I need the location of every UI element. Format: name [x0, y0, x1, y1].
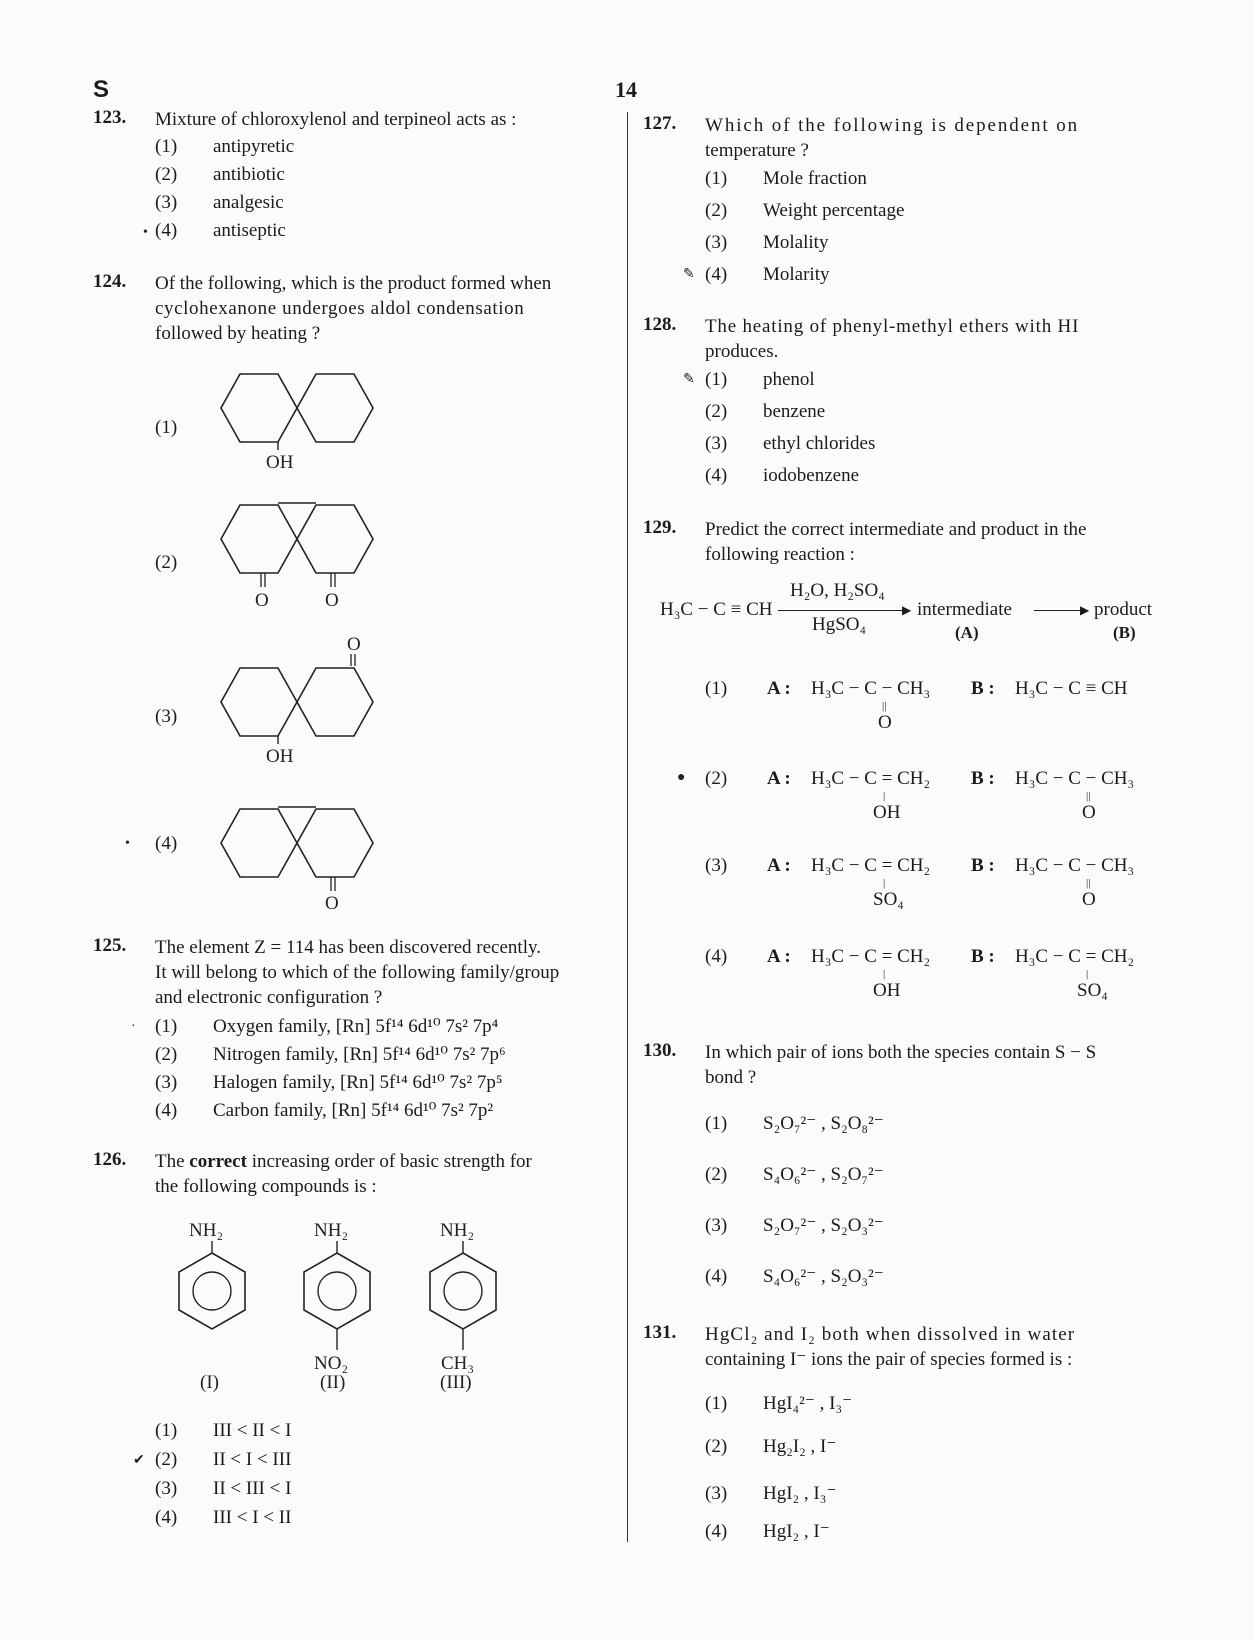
- option-3-label[interactable]: (3): [155, 706, 178, 727]
- intermediate-label: (A): [955, 623, 979, 642]
- option-2-label[interactable]: (2): [155, 552, 178, 573]
- option-1[interactable]: (1) HgI₄²⁻ , I₃⁻: [705, 1393, 853, 1414]
- structure-option-1: [218, 368, 408, 473]
- pencil-mark: ·: [131, 1019, 136, 1034]
- option-4-label[interactable]: (4): [155, 833, 178, 854]
- option-3[interactable]: (3) Halogen family, [Rn] 5f¹⁴ 6d¹⁰ 7s² 7p⁵: [155, 1072, 503, 1093]
- page-number: 14: [615, 77, 637, 102]
- question-text-line-1: Predict the correct intermediate and product in the: [705, 519, 1087, 540]
- option-2[interactable]: (2) benzene: [705, 401, 826, 422]
- question-text-line-2: bond ?: [705, 1067, 757, 1088]
- question-text-line-1: The correct increasing order of basic strength for: [155, 1151, 532, 1172]
- option-3[interactable]: (3) ethyl chlorides: [705, 433, 876, 454]
- question-number: 131.: [643, 1322, 677, 1343]
- ch3-label: CH₃: [441, 1353, 475, 1374]
- option-4[interactable]: (4) III < I < II: [155, 1507, 292, 1528]
- option-1[interactable]: (1) S₂O₇²⁻ , S₂O₈²⁻: [705, 1113, 884, 1134]
- option-3[interactable]: (3) A : H₃C − C = CH₂ | SO₄ B : H₃C − C − CH₃ || O: [705, 855, 1135, 910]
- no2-label: NO₂: [314, 1353, 349, 1374]
- question-text-line-3: followed by heating ?: [155, 323, 321, 344]
- pencil-mark: ✔: [133, 1453, 145, 1468]
- question-text-line-2: It will belong to which of the following family/group: [155, 962, 560, 983]
- o-label: O: [325, 893, 339, 914]
- compounds-figure: [150, 1216, 510, 1396]
- question-text-line-1: Of the following, which is the product formed when: [155, 273, 552, 294]
- option-1-label[interactable]: (1): [155, 417, 178, 438]
- column-divider: [627, 112, 628, 1542]
- arrow-head: ▶: [902, 603, 912, 617]
- set-code: S: [93, 76, 110, 103]
- question-text-line-2: containing I⁻ ions the pair of species formed is :: [705, 1349, 1073, 1370]
- reaction-arrow-2: [1034, 610, 1086, 611]
- option-1[interactable]: (1) Mole fraction: [705, 168, 867, 189]
- reaction-scheme: [660, 580, 1180, 646]
- question-text-line-1: In which pair of ions both the species contain S − S: [705, 1042, 1097, 1063]
- option-1[interactable]: (1) III < II < I: [155, 1420, 292, 1441]
- structure-option-2: [218, 499, 408, 609]
- compound-label: (I): [200, 1372, 219, 1393]
- option-1[interactable]: (1) antipyretic: [155, 136, 295, 157]
- option-3[interactable]: (3) Molality: [705, 232, 829, 253]
- structure-option-3: [218, 632, 408, 772]
- pencil-mark: ✎: [683, 267, 695, 282]
- question-text-line-1: Which of the following is dependent on: [705, 115, 1080, 136]
- question-text-line-3: and electronic configuration ?: [155, 987, 383, 1008]
- question-text-line-2: following reaction :: [705, 544, 855, 565]
- arrow-head: ▶: [1080, 603, 1090, 617]
- question-number: 127.: [643, 113, 677, 134]
- question-text-line-2: temperature ?: [705, 140, 809, 161]
- question-number: 126.: [93, 1149, 127, 1170]
- question-number: 130.: [643, 1040, 677, 1061]
- pencil-mark: •: [125, 836, 130, 851]
- option-2[interactable]: (2) Hg₂I₂ , I⁻: [705, 1436, 837, 1457]
- o-label: O: [347, 634, 361, 655]
- structure-option-4: [218, 803, 408, 913]
- option-4[interactable]: (4) HgI₂ , I⁻: [705, 1521, 830, 1542]
- reaction-arrow-1: [778, 610, 908, 611]
- pencil-mark: ✎: [683, 372, 695, 387]
- option-4[interactable]: (4) iodobenzene: [705, 465, 860, 486]
- option-4[interactable]: (4) Carbon family, [Rn] 5f¹⁴ 6d¹⁰ 7s² 7p²: [155, 1100, 494, 1121]
- pencil-mark: ●: [677, 770, 686, 785]
- question-text-line-2: cyclohexanone undergoes aldol condensation: [155, 298, 525, 319]
- pencil-mark: •: [143, 225, 148, 240]
- option-2[interactable]: (2) antibiotic: [155, 164, 285, 185]
- question-text-line-2: the following compounds is :: [155, 1176, 377, 1197]
- nh2-label: NH₂: [189, 1220, 224, 1241]
- reagent-top: H₂O, H₂SO₄: [790, 580, 885, 601]
- option-2[interactable]: (2) Weight percentage: [705, 200, 905, 221]
- o-label: O: [325, 590, 339, 611]
- product-label: (B): [1113, 623, 1136, 642]
- option-2[interactable]: (2) A : H₃C − C = CH₂ | OH B : H₃C − C − CH₃ || O: [705, 768, 1135, 823]
- option-3[interactable]: (3) II < III < I: [155, 1478, 292, 1499]
- question-number: 125.: [93, 935, 127, 956]
- option-2[interactable]: (2) II < I < III: [155, 1449, 292, 1470]
- intermediate: intermediate: [917, 599, 1012, 620]
- option-4[interactable]: (4) Molarity: [705, 264, 830, 285]
- oh-label: OH: [266, 746, 294, 767]
- question-text-line-1: HgCl₂ and I₂ both when dissolved in water: [705, 1324, 1076, 1345]
- compound-label: (II): [320, 1372, 346, 1393]
- oh-label: OH: [266, 452, 294, 473]
- reactant: H₃C − C ≡ CH: [660, 599, 773, 620]
- option-1[interactable]: (1) A : H₃C − C − CH₃ || O B : H₃C − C ≡ CH: [705, 678, 1128, 733]
- option-2[interactable]: (2) S₄O₆²⁻ , S₂O₇²⁻: [705, 1164, 884, 1185]
- nh2-label: NH₂: [314, 1220, 349, 1241]
- option-1[interactable]: (1) Oxygen family, [Rn] 5f¹⁴ 6d¹⁰ 7s² 7p⁴: [155, 1016, 499, 1037]
- question-number: 124.: [93, 271, 127, 292]
- option-4[interactable]: (4) antiseptic: [155, 220, 286, 241]
- question-text: Mixture of chloroxylenol and terpineol acts as :: [155, 109, 517, 130]
- option-2[interactable]: (2) Nitrogen family, [Rn] 5f¹⁴ 6d¹⁰ 7s² 7p⁶: [155, 1044, 506, 1065]
- option-3[interactable]: (3) analgesic: [155, 192, 284, 213]
- product: product: [1094, 599, 1153, 620]
- question-number: 123.: [93, 107, 127, 128]
- question-number: 129.: [643, 517, 677, 538]
- o-label: O: [255, 590, 269, 611]
- option-3[interactable]: (3) HgI₂ , I₃⁻: [705, 1483, 837, 1504]
- option-4[interactable]: (4) A : H₃C − C = CH₂ | OH B : H₃C − C = CH₂ | SO₄: [705, 946, 1135, 1001]
- option-4[interactable]: (4) S₄O₆²⁻ , S₂O₃²⁻: [705, 1266, 884, 1287]
- question-text-line-1: The element Z = 114 has been discovered recently.: [155, 937, 541, 958]
- nh2-label: NH₂: [440, 1220, 475, 1241]
- option-3[interactable]: (3) S₂O₇²⁻ , S₂O₃²⁻: [705, 1215, 884, 1236]
- compound-label: (III): [440, 1372, 472, 1393]
- reagent-bottom: HgSO₄: [812, 614, 867, 635]
- question-text-line-2: produces.: [705, 341, 779, 362]
- question-text-line-1: The heating of phenyl-methyl ethers with HI: [705, 316, 1080, 337]
- option-1[interactable]: (1) phenol: [705, 369, 815, 390]
- question-number: 128.: [643, 314, 677, 335]
